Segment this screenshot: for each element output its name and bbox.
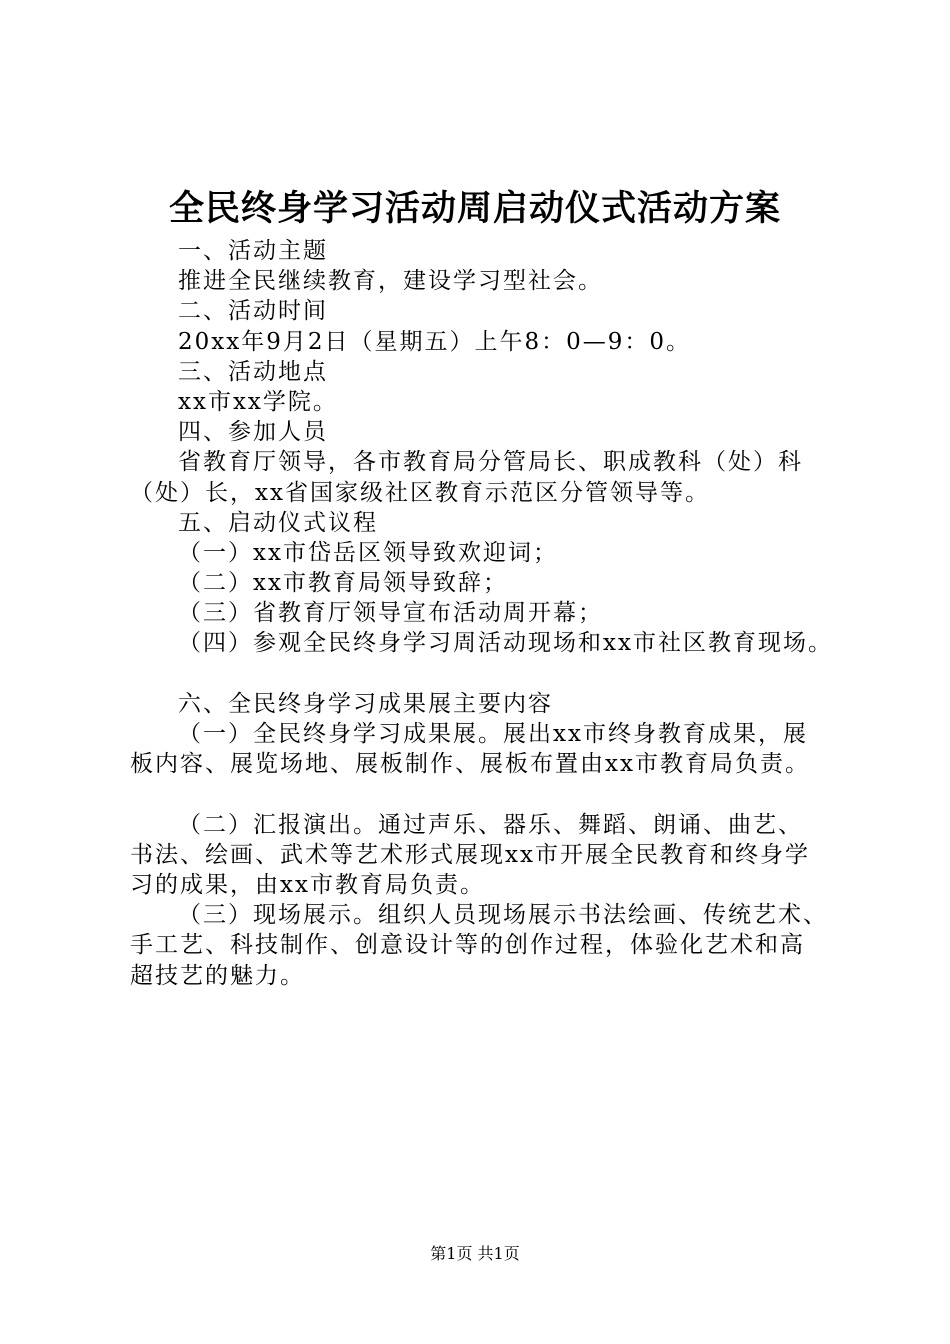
section-5-item-4: （四）参观全民终身学习周活动现场和xx市社区教育现场。 <box>178 630 833 657</box>
section-5-item-2: （二）xx市教育局领导致辞； <box>178 570 508 597</box>
document-title: 全民终身学习活动周启动仪式活动方案 <box>168 188 781 229</box>
section-6-p1-line-2: 板内容、展览场地、展板制作、展板布置由xx市教育局负责。 <box>130 751 810 778</box>
section-1-text: 推进全民继续教育，建设学习型社会。 <box>178 268 603 295</box>
section-4-text-line-2: （处）长，xx省国家级社区教育示范区分管领导等。 <box>130 479 710 506</box>
section-2-heading: 二、活动时间 <box>178 298 328 325</box>
section-6-p2-line-3: 习的成果，由xx市教育局负责。 <box>130 871 485 898</box>
section-5-item-1: （一）xx市岱岳区领导致欢迎词； <box>178 539 558 566</box>
section-6-p2-line-2: 书法、绘画、武术等艺术形式展现xx市开展全民教育和终身学 <box>130 841 810 868</box>
section-4-heading: 四、参加人员 <box>178 419 328 446</box>
section-6-p3-line-3: 超技艺的魅力。 <box>130 962 305 989</box>
section-6-p1-line-1: （一）全民终身学习成果展。展出xx市终身教育成果，展 <box>178 721 808 747</box>
section-5-item-3: （三）省教育厅领导宣布活动周开幕； <box>178 600 603 627</box>
section-3-text: xx市xx学院。 <box>178 388 338 415</box>
section-6-p3-line-1: （三）现场展示。组织人员现场展示书法绘画、传统艺术、 <box>178 902 828 929</box>
section-1-heading: 一、活动主题 <box>178 238 328 264</box>
section-3-heading: 三、活动地点 <box>178 358 328 385</box>
section-4-text-line-1: 省教育厅领导，各市教育局分管局长、职成教科（处）科 <box>178 449 803 476</box>
page-footer: 第1页 共1页 <box>430 1244 520 1263</box>
section-5-heading: 五、启动仪式议程 <box>178 509 378 536</box>
section-6-heading: 六、全民终身学习成果展主要内容 <box>178 690 553 717</box>
section-6-p2-line-1: （二）汇报演出。通过声乐、器乐、舞蹈、朗诵、曲艺、 <box>178 811 803 838</box>
document-body <box>130 236 850 991</box>
blank-line <box>130 779 850 809</box>
blank-line <box>130 659 850 689</box>
section-6-p3-line-2: 手工艺、科技制作、创意设计等的创作过程，体验化艺术和高 <box>130 932 805 959</box>
section-2-text: 20xx年9月2日（星期五）上午8：0—9：0。 <box>178 328 692 355</box>
